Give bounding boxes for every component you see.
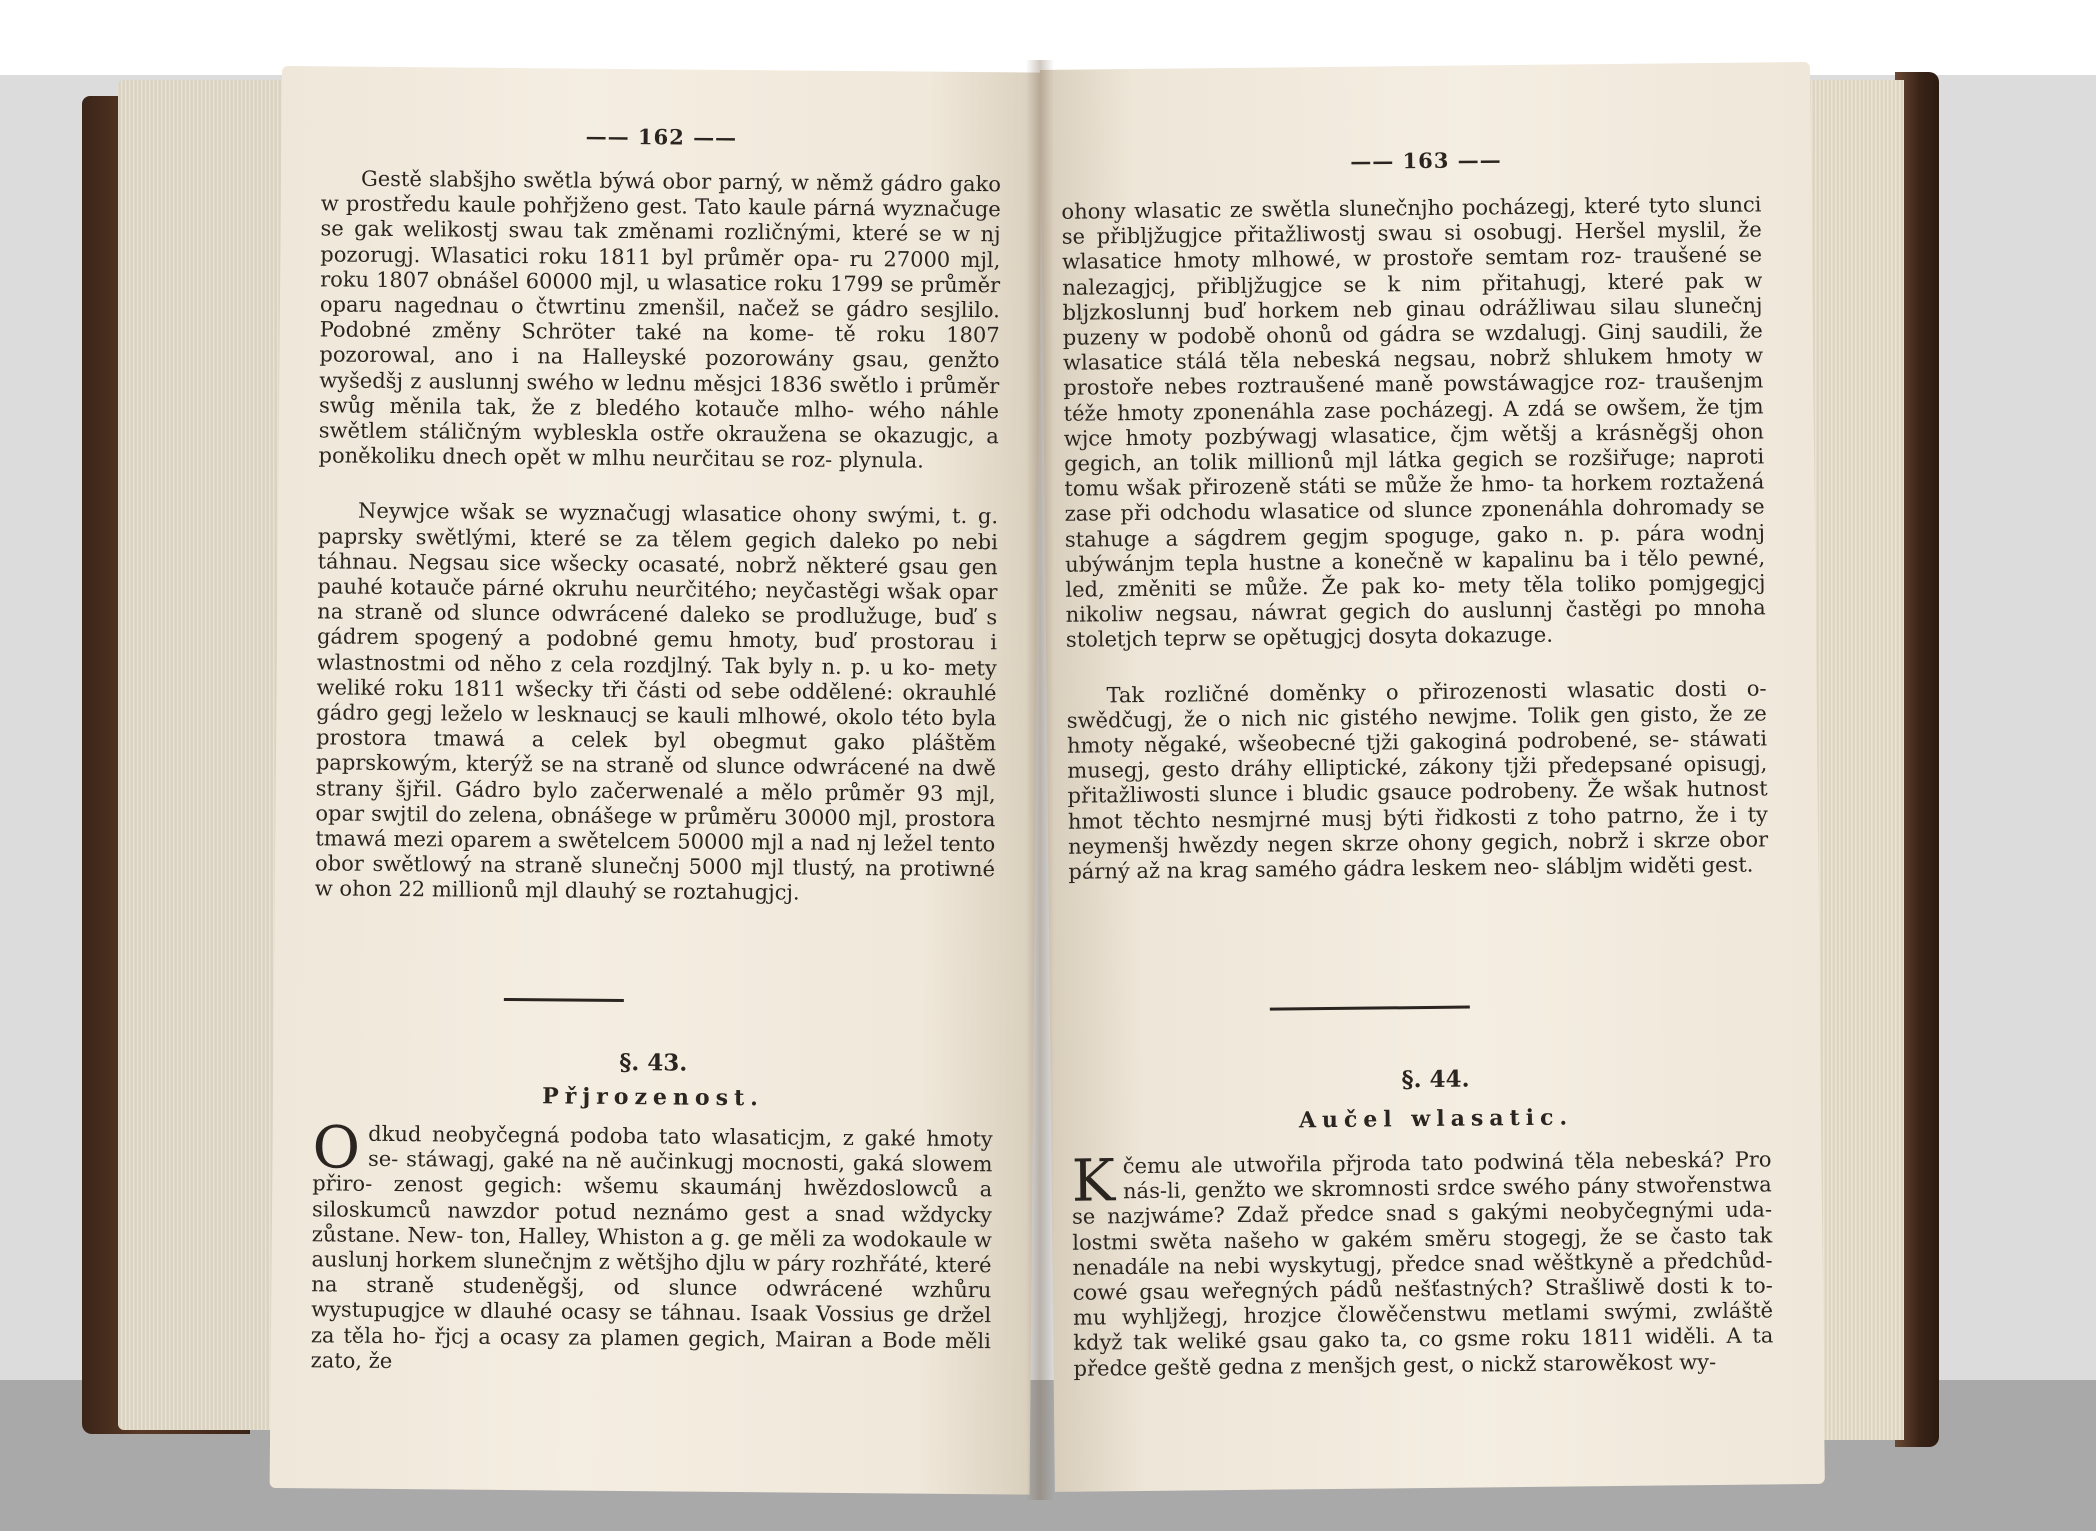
page-number-ornament-right: ——	[1449, 147, 1502, 173]
section-paragraph: čemu ale utwořila přjroda tato podwiná těla nebeská? Pro nás-li, genžto we skromnosti srdce swého pány stwořenstwa se nazjwáme? Zdaž předce snad s gakými neobyčegnými uda- lostmi swěta našeho w gakém směru stogegj, že se často tak nenadále na nebi wyskytugj, předce snad wěštkyně a předchůd- cowé gsau weřegných pádů nešťastných? Strašliwě dosti k to- mu wyhljžegj, hrozjce člowěčenstwu metlami swými, zwláště když tak weliké gsau gako ta, co gsme roku 1811 widěli. A ta předce geště gedna z menšjch gest, o nickž starowěkost wy-	[1071, 1147, 1774, 1381]
drop-cap: K	[1071, 1146, 1116, 1215]
section-title: Aučel wlasatic.	[1298, 1104, 1574, 1134]
page-number	[281, 121, 1041, 153]
paragraph: Neywjce wšak se wyznačugj wlasatice ohony swými, t. g. paprsky swětlými, které se za tělem gegich daleko po nebi táhnau. Negsau sice wšecky ocasaté, nobrž některé gsau gen pauhé kotauče párné okruhu neurčitého; neyčastěgi wšak opar na straně od slunce odwrácené daleko se prodlužuge, buď s gádrem spogený a podobné gemu hmoty, buď prostorau i wlastnostmi od něho z cela rozdjlný. Tak byly n. p. u ko- mety weliké roku 1811 wšecky tři části od sebe oddělené: okrauhlé gádro gegj leželo w lesknaucj se kauli mlhowé, okolo této byla prostora tmawá a celek byl obegmut gako pláštěm paprskowým, kterýž se na straně od slunce odwrácené na dwě strany šjřil. Gádro bylo začerwenalé a mělo průměr 93 mjl, opar swjtil do zelena, obnášege w průměru 30000 mjl, prostora tmawá mezi oparem a swětelcem 50000 mjl a nad nj ležel tento obor swětlowý na straně slunečnj 5000 mjl tlustý, na protiwné w ohon 22 millionů mjl dlauhý se roztahugjcj.	[314, 499, 999, 906]
drop-cap: O	[312, 1113, 361, 1182]
paragraph: Gestě slabšjho swětla býwá obor parný, w němž gádro gako w prostředu kaule pohřjženo gest. Tato kaule párná wyznačuge se gak welikostj swau tak změnami rozličnými, které se w nj pozorugj. Wlasatici roku 1811 byl průměr opa- ru 27000 mjl, roku 1807 obnášel 60000 mjl, u wlasatice roku 1799 se průměr oparu nagednau o čtwrtinu zmenšil, načež se gádro sesjlilo. Podobné změny Schröter také na kome- tě roku 1807 pozorowal, ano i na Halleyské pozorowány gsau, genžto wyšedšj z auslunnj swého w lednu měsjci 1836 swětlo i průměr swůg měnila tak, že z bledého kotauče mlho- wého náhle swětlem stáličným wybleskla ostře okraužena se okazugjc, a poněkoliku dnech opět w mlhu neurčitau se roz- plynula.	[318, 166, 1002, 473]
section-text	[310, 1113, 993, 1379]
section-number: §. 44.	[1401, 1065, 1470, 1094]
page-number-value: 163	[1402, 147, 1450, 174]
page-number-ornament-left: ——	[585, 123, 639, 150]
page-number	[1041, 144, 1811, 177]
page-number-value: 162	[637, 124, 685, 150]
section-text	[1071, 1147, 1773, 1381]
section-number: §. 43.	[619, 1048, 688, 1077]
body-text	[315, 166, 1001, 908]
section-divider	[504, 998, 624, 1002]
section-title: Přjrozenost.	[542, 1083, 764, 1112]
right-page	[1040, 62, 1825, 1492]
section-paragraph: dkud neobyčegná podoba tato wlasaticjm, z gaké hmoty se- stáwagj, gaké na ně aučinkugj mocnosti, gaká slowem přiro- zenost gegich: wšemu skaumánj hwězdoslowců a siloskumců nawzdor potud neznámo gest a snad wždycky zůstane. New- ton, Halley, Whiston a g. ge měli za wodokaule w auslunj horkem slunečnjm z wětšjho djlu w páry rozhřáté, které na straně studeněgšj, od slunce odwrácené wzhůru wystupugjce w dlauhé ocasy se táhnau. Isaak Vossius ge držel za těla ho- řjcj a ocasy za plamen gegich, Mairan a Bode měli zato, že	[310, 1121, 993, 1373]
page-number-ornament-left: ——	[1350, 148, 1403, 174]
left-page	[270, 66, 1042, 1495]
paragraph: Tak rozličné doměnky o přirozenosti wlasatic dosti o- swědčugj, že o nich nic gistého newjme. Tolik gen gisto, že ze hmoty něgaké, wšeobecné tjži gakoginá podrobené, se- stáwati musegj, gesto dráhy elliptické, zákony tjži předepsané opisugj, přitažliwosti slunce i bludic gsauce podrobeny. Že wšak hutnost hmot těchto nesmjrné musj býti řidkosti z toho patrno, že i ty neymenšj hwězdy negen skrze ohony gegich, nobrž i skrze obor párný až na krag samého gádra leskem neo- slábljm widěti gest.	[1066, 676, 1769, 884]
book-gutter	[1026, 60, 1054, 1500]
page-edges-right	[1808, 80, 1904, 1440]
body-text	[1061, 192, 1768, 885]
page-number-ornament-right: ——	[684, 124, 738, 150]
page-edges-left	[118, 80, 288, 1430]
section-divider	[1270, 1006, 1470, 1011]
paragraph: ohony wlasatic ze swětla slunečnjho pocházegj, které tyto slunci se přibljžugjce přitažliwostj swau si osobugj. Heršel myslil, že wlasatice hmoty mlhowé, w prostoře semtam roz- traušené se nalezagjcj, přibljžugjce se k nim přitahugj, které pak w bljzkoslunnj buď horkem neb ginau odrážliwau silau slunečnj puzeny w podobě ohonů od gádra se wzdalugj. Ginj saudili, že wlasatice stálá těla nebeská negsau, nobrž shlukem hmoty w prostoře nebes roztraušené maně powstáwagjce roz- traušenjm téže hmoty zponenáhla zase pocházegj. A zdá se owšem, že tjm wjce hmoty pozbýwagj wlasatice, čjm wětšj a krásněgšj ohon gegich, an tolik millionů mjl látka gegich se rozšiřuge; naproti tomu wšak přirozeně státi se může že hmo- ta horkem roztažená zase při odchodu wlasatice od slunce zponenáhla dohromady se stahuge a ságdrem gegjm spoguge, gako n. p. pára wodnj ubýwánjm tepla hustne a konečně w kapalinu ba i tělo pewné, led, změniti se může. Že pak ko- mety těla toliko pomjgegjcj nikoliw negsau, náwrat gegich do auslunnj častěgi po mnoha stoletjch teprw se opětugjcj dosyta dokazuge.	[1061, 192, 1766, 653]
